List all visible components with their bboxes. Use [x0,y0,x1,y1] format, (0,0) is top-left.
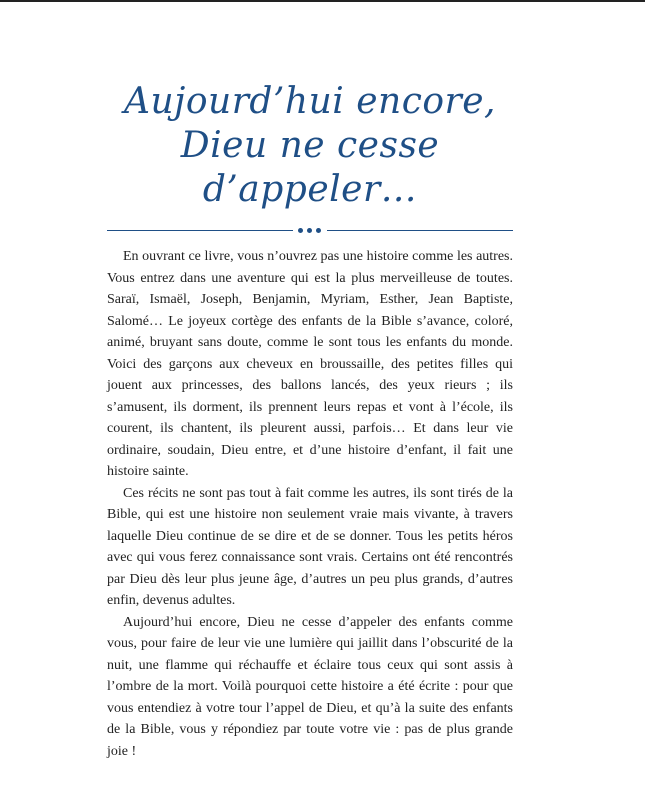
dot-icon [307,228,312,233]
dot-icon [316,228,321,233]
title-line-2: Dieu ne cesse d’appeler… [180,125,440,210]
page-content [107,80,513,762]
dot-icon [298,228,303,233]
body-text [107,246,513,762]
paragraph-1: En ouvrant ce livre, vous n’ouvrez pas une histoire comme les autres. Vous entrez dans une aventure qui est la plus merveilleuse de toutes. Saraï, Ismaël, Joseph, Benjamin, Myriam, Esther, Jean Baptiste, Salomé… Le joyeux cortège des enfants de la Bible s’avance, coloré, animé, bruyant sans doute, comme le sont tous les enfants du monde. Voici des garçons aux cheveux en broussaille, des petites filles qui jouent aux princesses, des ballons lancés, des yeux rieurs ; ils s’amusent, ils dorment, ils prennent leurs repas et vont à l’école, ils courent, ils chantent, ils pleurent aussi, parfois… Et dans leur vie ordinaire, soudain, Dieu entre, et d’une histoire d’enfant, il fait une histoire sainte. [107,249,513,479]
title-line-1: Aujourd’hui encore, [123,81,496,122]
top-border-line [0,0,645,2]
title-divider-ornament [107,224,513,238]
paragraph-3: Aujourd’hui encore, Dieu ne cesse d’appeler des enfants comme vous, pour faire de leur vie une lumière qui jaillit dans l’obscurité de la nuit, une flamme qui réchauffe et éclaire tous ceux qui sont assis à l’ombre de la mort. Voilà pourquoi cette histoire a été écrite : pour que vous entendiez à votre tour l’appel de Dieu, et qu’à la suite des enfants de la Bible, vous y répondiez par toute votre vie : pas de plus grande joie ! [107,614,513,759]
three-dots-icon [298,228,322,233]
page-title [107,80,513,212]
divider-line-left [107,230,293,231]
paragraph-2: Ces récits ne sont pas tout à fait comme les autres, ils sont tirés de la Bible, qui est une histoire non seulement vraie mais vivante, à travers laquelle Dieu continue de se dire et de se donner. Tous les petits héros avec qui vous ferez connaissance sont vrais. Certains ont été rencontrés par Dieu dès leur plus jeune âge, d’autres un peu plus grands, d’autres enfin, devenus adultes. [107,485,513,608]
divider-line-right [327,230,513,231]
